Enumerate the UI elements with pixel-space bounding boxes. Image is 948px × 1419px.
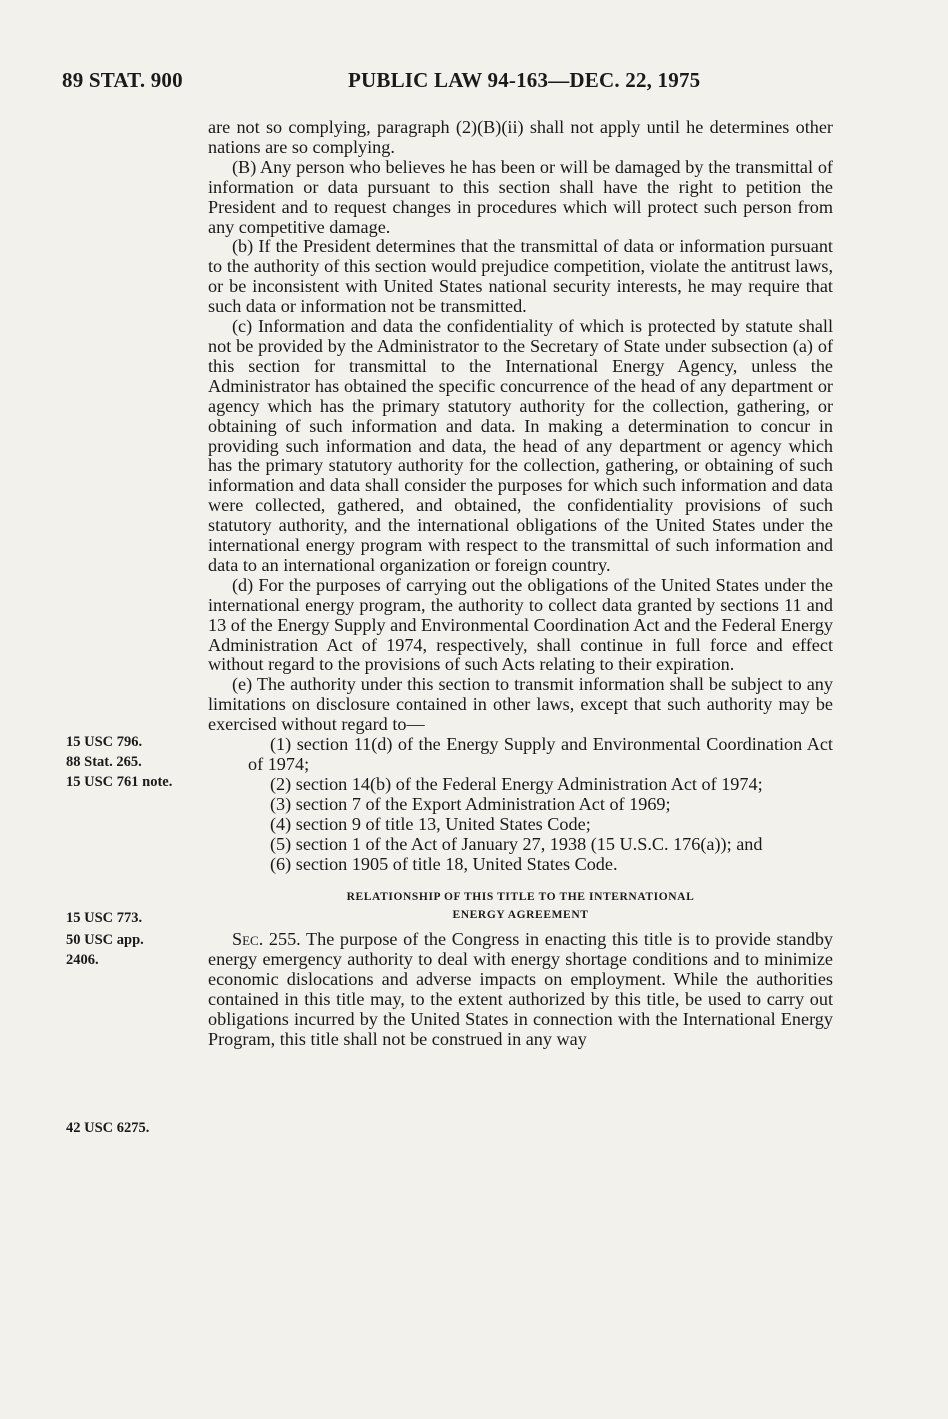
section-label: Sec. 255. [232, 929, 301, 950]
heading-line: RELATIONSHIP OF THIS TITLE TO THE INTERNATIONAL [346, 891, 695, 904]
margin-note: 88 Stat. 265. [66, 754, 142, 770]
paragraph-continuation: are not so complying, paragraph (2)(B)(ii) shall not apply until he determines other nations are so complying. [208, 117, 833, 157]
margin-note: 42 USC 6275. [66, 1120, 150, 1136]
margin-note: 2406. [66, 952, 99, 968]
statute-page-number: 89 STAT. 900 [62, 68, 183, 92]
section-255 [208, 930, 833, 1049]
public-law-title: PUBLIC LAW 94-163—DEC. 22, 1975 [348, 68, 701, 92]
subsection-b: (b) If the President determines that the transmittal of data or information pursuant to the authority of this section would prejudice competition, violate the antitrust laws, or be inconsistent with United States national security interests, he may require that such data or information not be transmitted. [208, 236, 833, 317]
subsection-d: (d) For the purposes of carrying out the obligations of the United States under the international energy program, the authority to collect data granted by sections 11 and 13 of the Energy Supply and Environmental Coordination Act and the Federal Energy Administration Act of 1974, respectively, shall continue in full force and effect without regard to the provisions of such Acts relating to their expiration. [208, 574, 833, 675]
list-item: (3) section 7 of the Export Administration Act of 1969; [270, 793, 671, 814]
margin-note: 15 USC 796. [66, 734, 143, 750]
subsection-e: (e) The authority under this section to transmit information shall be subject to any limitations on disclosure contained in other laws, except that such authority may be exercised without regard to— [208, 674, 833, 735]
list-item: (5) section 1 of the Act of January 27, 1938 (15 U.S.C. 176(a)); and [270, 833, 763, 854]
margin-note: 15 USC 761 note. [66, 774, 173, 790]
section-heading [208, 888, 833, 924]
heading-line: ENERGY AGREEMENT [452, 909, 589, 922]
body-text [208, 118, 833, 1050]
section-text: The purpose of the Congress in enacting this title is to provide standby energy emergency authority to deal with energy shortage conditions and to minimize economic dislocations and adverse impacts on employment. While the authorities contained in this title may, to the extent authorized by this title, be used to carry out obligations incurred by the United States in connection with the International Energy Program, this title shall not be construed in any way [208, 929, 834, 1049]
list-item: (6) section 1905 of title 18, United States Code. [270, 853, 618, 874]
margin-note: 15 USC 773. [66, 910, 143, 926]
list-item: (1) section 11(d) of the Energy Supply and Environmental Coordination Act of 1974; [248, 734, 833, 774]
list-item: (2) section 14(b) of the Federal Energy Administration Act of 1974; [270, 773, 763, 794]
paragraph-B: (B) Any person who believes he has been or will be damaged by the transmittal of information or data pursuant to this section shall have the right to petition the President and to request changes in procedures which will protect such person from any competitive damage. [208, 156, 833, 237]
list-item: (4) section 9 of title 13, United States Code; [270, 813, 591, 834]
subsection-c: (c) Information and data the confidentiality of which is protected by statute shall not be provided by the Administrator to the Secretary of State under subsection (a) of this section for transmittal to the International Energy Agency, unless the Administrator has obtained the specific concurrence of the head of any department or agency which has the primary statutory authority for the collection, gathering, or obtaining of such information and data. In making a determination to concur in providing such information and data, the head of any department or agency which has the primary statutory authority for the collection, gathering, or obtaining of such information and data shall consider the purposes for which such information and data were collected, gathered, and obtained, the confidentiality provisions of such statutory authority, and the international obligations of the United States under the international energy program with respect to the transmittal of such information and data to an international organization or foreign country. [208, 316, 833, 575]
margin-note: 50 USC app. [66, 932, 144, 948]
page-header [62, 68, 842, 100]
